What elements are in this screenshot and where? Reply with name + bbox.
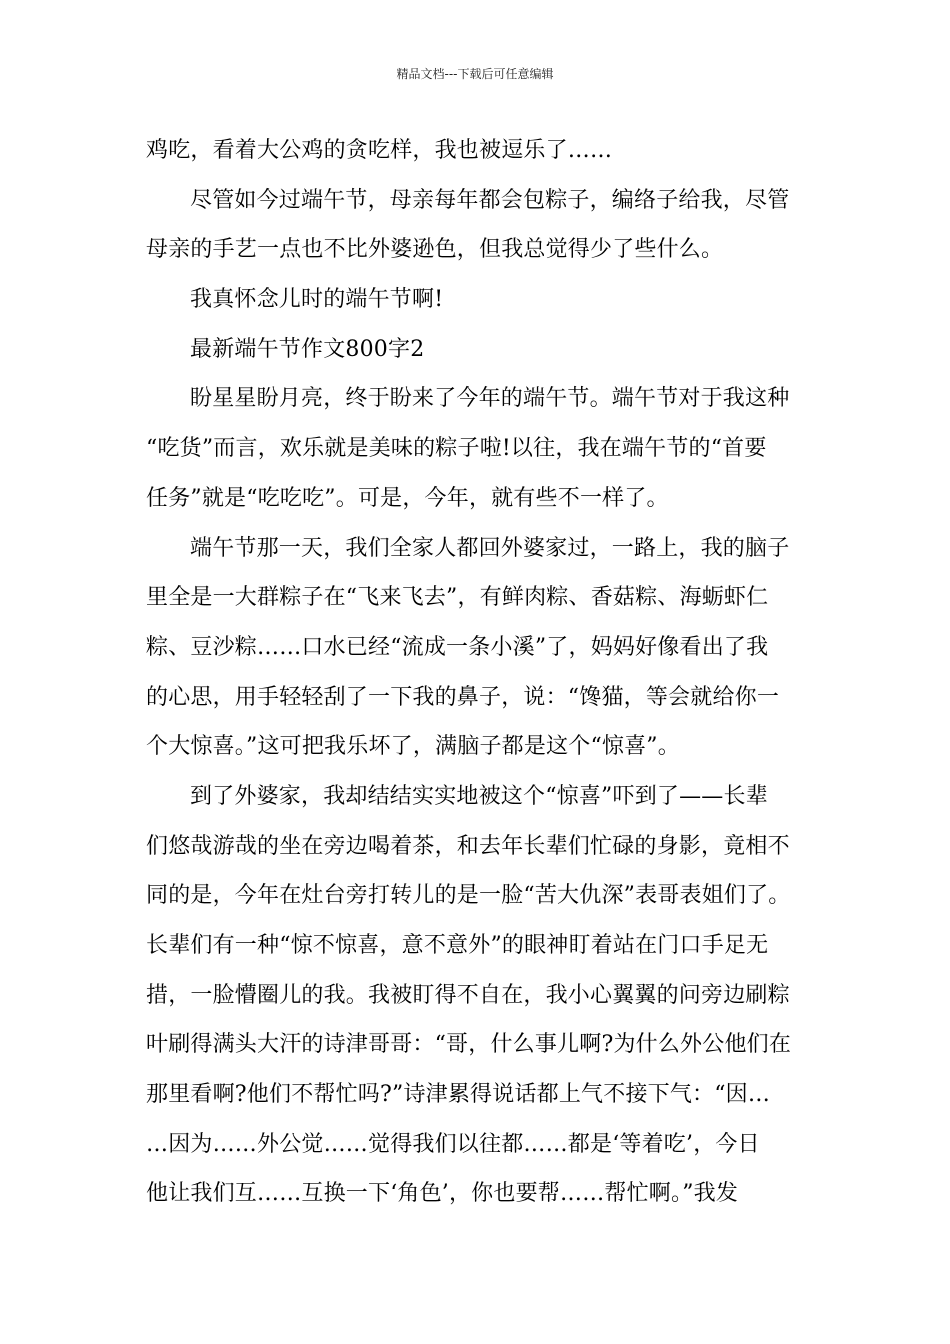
text-line: 任务”就是“吃吃吃”。可是，今年，就有些不一样了。	[146, 485, 669, 511]
text-line: 鸡吃，看着大公鸡的贪吃样，我也被逗乐了……	[146, 138, 613, 163]
text-line: 端午节那一天，我们全家人都回外婆家过，一路上，我的脑子	[190, 535, 790, 561]
text-line: 措，一脸懵圈儿的我。我被盯得不自在，我小心翼翼的问旁边刷粽	[146, 982, 790, 1008]
text-line: 粽、豆沙粽……口水已经“流成一条小溪”了，妈妈好像看出了我	[146, 634, 769, 660]
text-line: 里全是一大群粽子在“飞来飞去”，有鲜肉粽、香菇粽、海蛎虾仁	[146, 585, 769, 611]
text-line: 尽管如今过端午节，母亲每年都会包粽子，编络子给我，尽管	[190, 187, 790, 213]
text-line: 我真怀念儿时的端午节啊!	[190, 287, 444, 313]
page-header: 精品文档---下载后可任意编辑	[396, 67, 554, 81]
text-line: 那里看啊?他们不帮忙吗?”诗津累得说话都上气不接下气：“因…	[146, 1082, 771, 1108]
text-line: 们悠哉游哉的坐在旁边喝着茶，和去年长辈们忙碌的身影，竟相不	[146, 833, 790, 859]
document-body	[146, 126, 826, 1219]
text-line: 到了外婆家，我却结结实实地被这个“惊喜”吓到了——长辈	[190, 783, 768, 809]
text-line: …因为……外公觉……觉得我们以往都……都是‘等着吃’，今日	[146, 1131, 760, 1157]
text-line: 长辈们有一种“惊不惊喜，意不意外”的眼神盯着站在门口手足无	[146, 933, 769, 958]
text-line: 最新端午节作文800字2	[190, 336, 425, 362]
text-line: 个大惊喜。”这可把我乐坏了，满脑子都是这个“惊喜”。	[146, 734, 680, 760]
text-line: “吃货”而言，欢乐就是美味的粽子啦!以往，我在端午节的“首要	[146, 436, 767, 462]
text-line: 盼星星盼月亮，终于盼来了今年的端午节。端午节对于我这种	[190, 386, 790, 412]
text-line: 叶刷得满头大汗的诗津哥哥：“哥，什么事儿啊?为什么外公他们在	[146, 1032, 792, 1058]
text-line: 他让我们互……互换一下‘角色’，你也要帮……帮忙啊。”我发	[146, 1181, 739, 1207]
text-line: 的心思，用手轻轻刮了一下我的鼻子，说：“馋猫，等会就给你一	[146, 684, 780, 710]
text-line: 母亲的手艺一点也不比外婆逊色，但我总觉得少了些什么。	[146, 237, 724, 263]
text-line: 同的是，今年在灶台旁打转儿的是一脸“苦大仇深”表哥表姐们了。	[146, 883, 791, 909]
